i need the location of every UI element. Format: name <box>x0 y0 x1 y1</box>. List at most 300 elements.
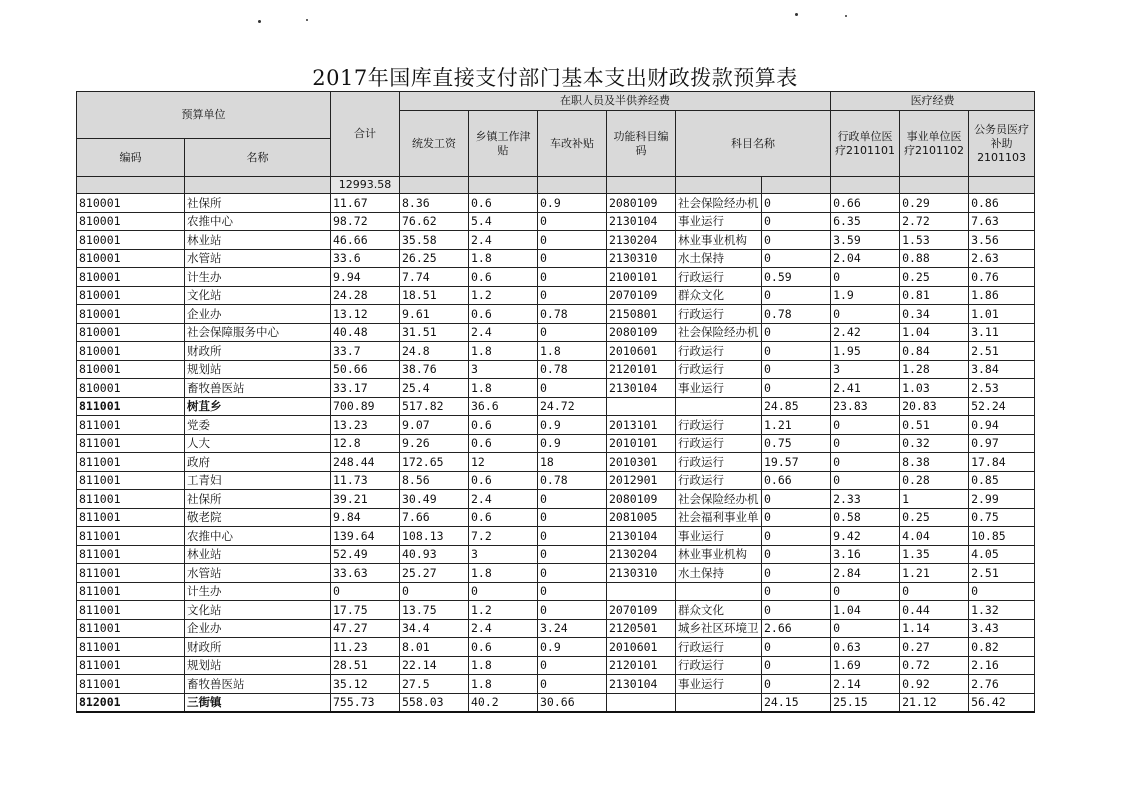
cell-car: 0 <box>538 212 607 231</box>
cell-admin_med: 0 <box>762 490 831 509</box>
cell-func_code: 2120101 <box>607 360 676 379</box>
cell-code: 810001 <box>77 268 185 287</box>
cell-code: 810001 <box>77 194 185 213</box>
table-row <box>77 656 1035 675</box>
cell-inst_med: 0 <box>831 268 900 287</box>
table-row <box>77 453 1035 472</box>
table-row <box>77 305 1035 324</box>
cell-civil_med: 1.04 <box>900 323 969 342</box>
table-row <box>77 638 1035 657</box>
blank-cell <box>400 177 469 194</box>
cell-code: 811001 <box>77 490 185 509</box>
cell-civil_med: 2.72 <box>900 212 969 231</box>
cell-name: 文化站 <box>185 286 331 305</box>
cell-func_code: 2010301 <box>607 453 676 472</box>
cell-name: 规划站 <box>185 360 331 379</box>
cell-admin_med: 0 <box>762 545 831 564</box>
cell-salary: 31.51 <box>400 323 469 342</box>
cell-car: 0 <box>538 601 607 620</box>
cell-func_code <box>607 693 676 712</box>
cell-car: 0 <box>538 323 607 342</box>
cell-name: 农推中心 <box>185 212 331 231</box>
cell-total: 139.64 <box>331 527 400 546</box>
cell-housing: 1.32 <box>969 601 1035 620</box>
cell-code: 811001 <box>77 656 185 675</box>
cell-car: 18 <box>538 453 607 472</box>
cell-civil_med: 0.25 <box>900 508 969 527</box>
cell-admin_med: 0 <box>762 286 831 305</box>
cell-admin_med: 0 <box>762 231 831 250</box>
cell-subject: 行政运行 <box>676 471 762 490</box>
cell-civil_med: 1.03 <box>900 379 969 398</box>
table-row <box>77 268 1035 287</box>
cell-inst_med: 2.14 <box>831 675 900 694</box>
cell-salary: 7.74 <box>400 268 469 287</box>
cell-inst_med: 0 <box>831 453 900 472</box>
cell-allowance: 1.8 <box>469 564 538 583</box>
table-row <box>77 342 1035 361</box>
cell-housing: 2.51 <box>969 342 1035 361</box>
cell-housing: 56.42 <box>969 693 1035 712</box>
cell-salary: 25.4 <box>400 379 469 398</box>
cell-civil_med: 1.14 <box>900 619 969 638</box>
cell-housing: 1.86 <box>969 286 1035 305</box>
cell-car: 0 <box>538 527 607 546</box>
cell-housing: 0.82 <box>969 638 1035 657</box>
cell-inst_med: 0 <box>831 434 900 453</box>
cell-car: 0 <box>538 249 607 268</box>
cell-name: 林业站 <box>185 231 331 250</box>
cell-allowance: 0.6 <box>469 471 538 490</box>
cell-admin_med: 24.85 <box>762 397 831 416</box>
cell-allowance: 5.4 <box>469 212 538 231</box>
cell-inst_med: 0 <box>831 471 900 490</box>
cell-car: 0 <box>538 656 607 675</box>
cell-subject: 行政运行 <box>676 268 762 287</box>
cell-subject <box>676 397 762 416</box>
cell-car: 0.9 <box>538 194 607 213</box>
cell-code: 810001 <box>77 342 185 361</box>
cell-subject: 林业事业机构 <box>676 231 762 250</box>
table-row <box>77 212 1035 231</box>
cell-car: 0 <box>538 675 607 694</box>
cell-code: 811001 <box>77 582 185 601</box>
cell-inst_med: 9.42 <box>831 527 900 546</box>
cell-func_code: 2130310 <box>607 564 676 583</box>
blank-cell <box>538 177 607 194</box>
cell-allowance: 3 <box>469 360 538 379</box>
cell-name: 畜牧兽医站 <box>185 379 331 398</box>
cell-inst_med: 1.9 <box>831 286 900 305</box>
header-code: 编码 <box>77 139 185 177</box>
cell-civil_med: 1.35 <box>900 545 969 564</box>
cell-name: 企业办 <box>185 305 331 324</box>
cell-car: 3.24 <box>538 619 607 638</box>
table-row <box>77 416 1035 435</box>
cell-housing: 3.43 <box>969 619 1035 638</box>
cell-civil_med: 21.12 <box>900 693 969 712</box>
cell-name: 党委 <box>185 416 331 435</box>
cell-func_code: 2080109 <box>607 194 676 213</box>
cell-func_code: 2130204 <box>607 231 676 250</box>
cell-func_code: 2120101 <box>607 656 676 675</box>
cell-code: 810001 <box>77 360 185 379</box>
cell-name: 水管站 <box>185 564 331 583</box>
cell-func_code: 2080109 <box>607 323 676 342</box>
cell-code: 811001 <box>77 619 185 638</box>
cell-code: 811001 <box>77 527 185 546</box>
cell-housing: 17.84 <box>969 453 1035 472</box>
cell-code: 810001 <box>77 379 185 398</box>
cell-total: 0 <box>331 582 400 601</box>
cell-car: 0 <box>538 564 607 583</box>
cell-func_code: 2130104 <box>607 212 676 231</box>
cell-code: 811001 <box>77 397 185 416</box>
cell-salary: 8.01 <box>400 638 469 657</box>
cell-total: 24.28 <box>331 286 400 305</box>
header-func-code: 功能科目编码 <box>607 111 676 177</box>
cell-allowance: 0.6 <box>469 194 538 213</box>
header-inst-medical: 事业单位医疗2101102 <box>900 111 969 177</box>
cell-total: 47.27 <box>331 619 400 638</box>
cell-civil_med: 0 <box>900 582 969 601</box>
cell-allowance: 1.2 <box>469 286 538 305</box>
cell-subject: 行政运行 <box>676 342 762 361</box>
cell-car: 0 <box>538 490 607 509</box>
table-row <box>77 471 1035 490</box>
cell-car: 0.78 <box>538 471 607 490</box>
cell-name: 林业站 <box>185 545 331 564</box>
cell-admin_med: 0 <box>762 656 831 675</box>
cell-name: 敬老院 <box>185 508 331 527</box>
cell-civil_med: 0.32 <box>900 434 969 453</box>
cell-func_code: 2010601 <box>607 638 676 657</box>
cell-housing: 1.01 <box>969 305 1035 324</box>
cell-housing: 2.51 <box>969 564 1035 583</box>
cell-salary: 517.82 <box>400 397 469 416</box>
cell-admin_med: 0.59 <box>762 268 831 287</box>
cell-total: 13.23 <box>331 416 400 435</box>
cell-salary: 26.25 <box>400 249 469 268</box>
table-row <box>77 360 1035 379</box>
cell-allowance: 1.2 <box>469 601 538 620</box>
cell-inst_med: 0 <box>831 582 900 601</box>
cell-subject: 行政运行 <box>676 638 762 657</box>
cell-allowance: 40.2 <box>469 693 538 712</box>
cell-civil_med: 1.28 <box>900 360 969 379</box>
cell-subject: 事业运行 <box>676 527 762 546</box>
cell-total: 40.48 <box>331 323 400 342</box>
cell-subject: 社会保险经办机 <box>676 490 762 509</box>
cell-total: 9.84 <box>331 508 400 527</box>
table-row <box>77 397 1035 416</box>
cell-housing: 0 <box>969 582 1035 601</box>
cell-name: 政府 <box>185 453 331 472</box>
cell-civil_med: 0.81 <box>900 286 969 305</box>
cell-code: 811001 <box>77 638 185 657</box>
cell-admin_med: 0 <box>762 342 831 361</box>
cell-civil_med: 0.88 <box>900 249 969 268</box>
blank-cell <box>900 177 969 194</box>
cell-admin_med: 0 <box>762 582 831 601</box>
cell-admin_med: 0.66 <box>762 471 831 490</box>
cell-code: 811001 <box>77 508 185 527</box>
cell-subject: 社会保险经办机 <box>676 323 762 342</box>
cell-allowance: 0.6 <box>469 638 538 657</box>
cell-total: 39.21 <box>331 490 400 509</box>
cell-name: 树苴乡 <box>185 397 331 416</box>
header-subject-name: 科目名称 <box>676 111 831 177</box>
cell-allowance: 1.8 <box>469 675 538 694</box>
cell-inst_med: 2.04 <box>831 249 900 268</box>
header-admin-medical: 行政单位医疗2101101 <box>831 111 900 177</box>
table-row <box>77 379 1035 398</box>
cell-admin_med: 0 <box>762 360 831 379</box>
cell-car: 0 <box>538 545 607 564</box>
cell-housing: 3.56 <box>969 231 1035 250</box>
cell-code: 811001 <box>77 564 185 583</box>
cell-allowance: 12 <box>469 453 538 472</box>
cell-salary: 9.61 <box>400 305 469 324</box>
cell-subject: 事业运行 <box>676 379 762 398</box>
cell-name: 财政所 <box>185 342 331 361</box>
cell-subject: 事业运行 <box>676 675 762 694</box>
cell-housing: 2.16 <box>969 656 1035 675</box>
cell-civil_med: 0.29 <box>900 194 969 213</box>
table-body <box>77 194 1035 713</box>
cell-admin_med: 0 <box>762 508 831 527</box>
header-civil-medical: 公务员医疗补助2101103 <box>969 111 1035 177</box>
cell-total: 11.73 <box>331 471 400 490</box>
cell-inst_med: 2.41 <box>831 379 900 398</box>
blank-cell <box>607 177 676 194</box>
cell-code: 811001 <box>77 471 185 490</box>
table-row <box>77 675 1035 694</box>
cell-total: 13.12 <box>331 305 400 324</box>
cell-civil_med: 0.72 <box>900 656 969 675</box>
cell-admin_med: 0 <box>762 249 831 268</box>
cell-salary: 8.36 <box>400 194 469 213</box>
cell-admin_med: 0 <box>762 527 831 546</box>
cell-allowance: 2.4 <box>469 490 538 509</box>
cell-car: 0.78 <box>538 305 607 324</box>
cell-func_code <box>607 397 676 416</box>
grand-total-value: 12993.58 <box>331 177 400 194</box>
cell-salary: 7.66 <box>400 508 469 527</box>
cell-admin_med: 0 <box>762 212 831 231</box>
blank-cell <box>969 177 1035 194</box>
cell-housing: 3.11 <box>969 323 1035 342</box>
cell-func_code: 2120501 <box>607 619 676 638</box>
cell-housing: 10.85 <box>969 527 1035 546</box>
cell-func_code: 2130104 <box>607 527 676 546</box>
cell-subject: 群众文化 <box>676 286 762 305</box>
cell-inst_med: 1.69 <box>831 656 900 675</box>
cell-car: 0 <box>538 286 607 305</box>
cell-civil_med: 0.84 <box>900 342 969 361</box>
cell-admin_med: 0 <box>762 564 831 583</box>
cell-inst_med: 0 <box>831 416 900 435</box>
cell-total: 52.49 <box>331 545 400 564</box>
cell-code: 811001 <box>77 434 185 453</box>
cell-total: 17.75 <box>331 601 400 620</box>
cell-inst_med: 25.15 <box>831 693 900 712</box>
cell-name: 规划站 <box>185 656 331 675</box>
cell-salary: 22.14 <box>400 656 469 675</box>
cell-housing: 2.63 <box>969 249 1035 268</box>
cell-admin_med: 0.75 <box>762 434 831 453</box>
cell-civil_med: 0.92 <box>900 675 969 694</box>
cell-allowance: 0.6 <box>469 268 538 287</box>
cell-name: 人大 <box>185 434 331 453</box>
cell-housing: 52.24 <box>969 397 1035 416</box>
cell-car: 0.78 <box>538 360 607 379</box>
cell-subject: 林业事业机构 <box>676 545 762 564</box>
blank-cell <box>831 177 900 194</box>
cell-func_code: 2150801 <box>607 305 676 324</box>
cell-subject: 行政运行 <box>676 305 762 324</box>
cell-subject: 行政运行 <box>676 434 762 453</box>
cell-salary: 13.75 <box>400 601 469 620</box>
cell-civil_med: 0.51 <box>900 416 969 435</box>
cell-salary: 24.8 <box>400 342 469 361</box>
header-staff-group: 在职人员及半供养经费 <box>400 92 831 111</box>
table-row <box>77 545 1035 564</box>
cell-inst_med: 0.58 <box>831 508 900 527</box>
cell-salary: 27.5 <box>400 675 469 694</box>
cell-code: 810001 <box>77 249 185 268</box>
table-row <box>77 249 1035 268</box>
cell-total: 11.23 <box>331 638 400 657</box>
cell-civil_med: 20.83 <box>900 397 969 416</box>
cell-name: 社保所 <box>185 194 331 213</box>
cell-func_code <box>607 582 676 601</box>
cell-total: 33.6 <box>331 249 400 268</box>
cell-func_code: 2070109 <box>607 286 676 305</box>
cell-subject: 群众文化 <box>676 601 762 620</box>
cell-name: 社会保障服务中心 <box>185 323 331 342</box>
cell-housing: 7.63 <box>969 212 1035 231</box>
cell-admin_med: 0 <box>762 675 831 694</box>
cell-func_code: 2130310 <box>607 249 676 268</box>
cell-car: 0 <box>538 508 607 527</box>
cell-housing: 4.05 <box>969 545 1035 564</box>
table-row <box>77 564 1035 583</box>
cell-total: 248.44 <box>331 453 400 472</box>
cell-allowance: 2.4 <box>469 231 538 250</box>
blank-cell <box>469 177 538 194</box>
cell-subject <box>676 582 762 601</box>
cell-subject: 行政运行 <box>676 360 762 379</box>
cell-name: 财政所 <box>185 638 331 657</box>
cell-total: 33.63 <box>331 564 400 583</box>
cell-car: 24.72 <box>538 397 607 416</box>
cell-total: 11.67 <box>331 194 400 213</box>
cell-civil_med: 4.04 <box>900 527 969 546</box>
header-car-reform: 车改补贴 <box>538 111 607 177</box>
cell-salary: 18.51 <box>400 286 469 305</box>
cell-admin_med: 2.66 <box>762 619 831 638</box>
header-township-allowance: 乡镇工作津贴 <box>469 111 538 177</box>
cell-code: 811001 <box>77 453 185 472</box>
cell-name: 社保所 <box>185 490 331 509</box>
cell-allowance: 1.8 <box>469 342 538 361</box>
cell-name: 文化站 <box>185 601 331 620</box>
cell-salary: 35.58 <box>400 231 469 250</box>
cell-civil_med: 0.28 <box>900 471 969 490</box>
cell-salary: 558.03 <box>400 693 469 712</box>
cell-code: 810001 <box>77 305 185 324</box>
cell-inst_med: 0.66 <box>831 194 900 213</box>
cell-inst_med: 23.83 <box>831 397 900 416</box>
budget-table <box>76 91 1035 713</box>
cell-civil_med: 1.53 <box>900 231 969 250</box>
cell-inst_med: 0 <box>831 619 900 638</box>
cell-salary: 30.49 <box>400 490 469 509</box>
cell-salary: 34.4 <box>400 619 469 638</box>
cell-housing: 0.86 <box>969 194 1035 213</box>
cell-name: 三街镇 <box>185 693 331 712</box>
cell-name: 计生办 <box>185 582 331 601</box>
cell-civil_med: 1.21 <box>900 564 969 583</box>
blank-cell <box>77 177 185 194</box>
cell-subject: 社会保险经办机 <box>676 194 762 213</box>
cell-civil_med: 0.25 <box>900 268 969 287</box>
cell-total: 33.17 <box>331 379 400 398</box>
cell-car: 0.9 <box>538 638 607 657</box>
cell-total: 28.51 <box>331 656 400 675</box>
cell-code: 810001 <box>77 323 185 342</box>
cell-housing: 0.94 <box>969 416 1035 435</box>
cell-subject: 城乡社区环境卫 <box>676 619 762 638</box>
cell-total: 9.94 <box>331 268 400 287</box>
cell-total: 700.89 <box>331 397 400 416</box>
cell-housing: 0.76 <box>969 268 1035 287</box>
cell-salary: 9.26 <box>400 434 469 453</box>
cell-salary: 76.62 <box>400 212 469 231</box>
cell-subject <box>676 693 762 712</box>
cell-admin_med: 0 <box>762 601 831 620</box>
blank-cell <box>762 177 831 194</box>
cell-allowance: 2.4 <box>469 619 538 638</box>
cell-allowance: 0.6 <box>469 305 538 324</box>
cell-civil_med: 0.27 <box>900 638 969 657</box>
cell-salary: 0 <box>400 582 469 601</box>
cell-subject: 社会福利事业单 <box>676 508 762 527</box>
cell-allowance: 36.6 <box>469 397 538 416</box>
cell-civil_med: 0.34 <box>900 305 969 324</box>
cell-allowance: 7.2 <box>469 527 538 546</box>
cell-name: 企业办 <box>185 619 331 638</box>
cell-housing: 2.76 <box>969 675 1035 694</box>
blank-cell <box>185 177 331 194</box>
cell-inst_med: 1.95 <box>831 342 900 361</box>
header-total: 合计 <box>331 92 400 177</box>
cell-name: 农推中心 <box>185 527 331 546</box>
table-row <box>77 508 1035 527</box>
cell-subject: 水土保持 <box>676 564 762 583</box>
cell-allowance: 1.8 <box>469 249 538 268</box>
table-row <box>77 231 1035 250</box>
cell-total: 98.72 <box>331 212 400 231</box>
cell-allowance: 1.8 <box>469 656 538 675</box>
cell-total: 12.8 <box>331 434 400 453</box>
cell-code: 811001 <box>77 675 185 694</box>
cell-allowance: 2.4 <box>469 323 538 342</box>
cell-subject: 事业运行 <box>676 212 762 231</box>
page-title: 2017年国库直接支付部门基本支出财政拨款预算表 <box>312 66 798 90</box>
cell-inst_med: 2.42 <box>831 323 900 342</box>
